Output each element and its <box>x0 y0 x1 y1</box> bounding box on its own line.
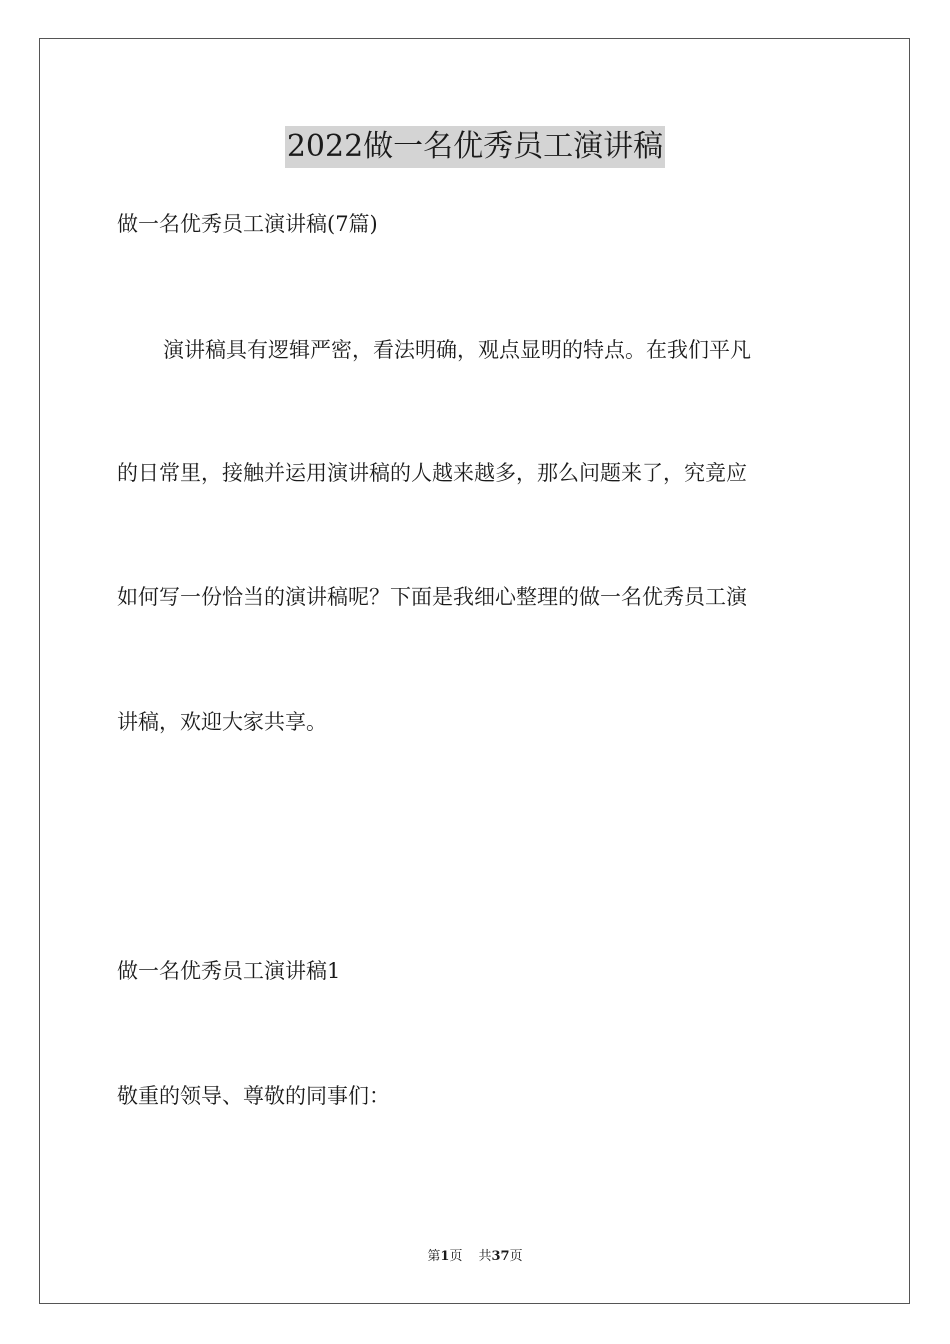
intro-line-3: 如何写一份恰当的演讲稿呢？下面是我细心整理的做一名优秀员工演 <box>117 585 747 609</box>
document-title: 2022做一名优秀员工演讲稿 <box>285 126 665 168</box>
footer-page-prefix: 第 <box>427 1249 441 1264</box>
footer-total-pages: 37 <box>491 1249 510 1264</box>
footer-page-suffix: 页 <box>449 1249 463 1264</box>
title-container <box>0 126 950 168</box>
intro-line-1: 演讲稿具有逻辑严密，看法明确，观点显明的特点。在我们平凡 <box>163 338 751 362</box>
footer-total-suffix: 页 <box>509 1249 523 1264</box>
document-subtitle: 做一名优秀员工演讲稿(7篇) <box>117 212 378 236</box>
salutation: 敬重的领导、尊敬的同事们： <box>117 1084 390 1108</box>
intro-line-2: 的日常里，接触并运用演讲稿的人越来越多，那么问题来了，究竟应 <box>117 461 747 485</box>
section-heading: 做一名优秀员工演讲稿1 <box>117 959 341 983</box>
intro-line-4: 讲稿，欢迎大家共享。 <box>117 710 327 734</box>
footer-page-number: 1 <box>440 1249 450 1264</box>
page-footer <box>0 1248 950 1266</box>
footer-total-prefix: 共 <box>478 1249 492 1264</box>
